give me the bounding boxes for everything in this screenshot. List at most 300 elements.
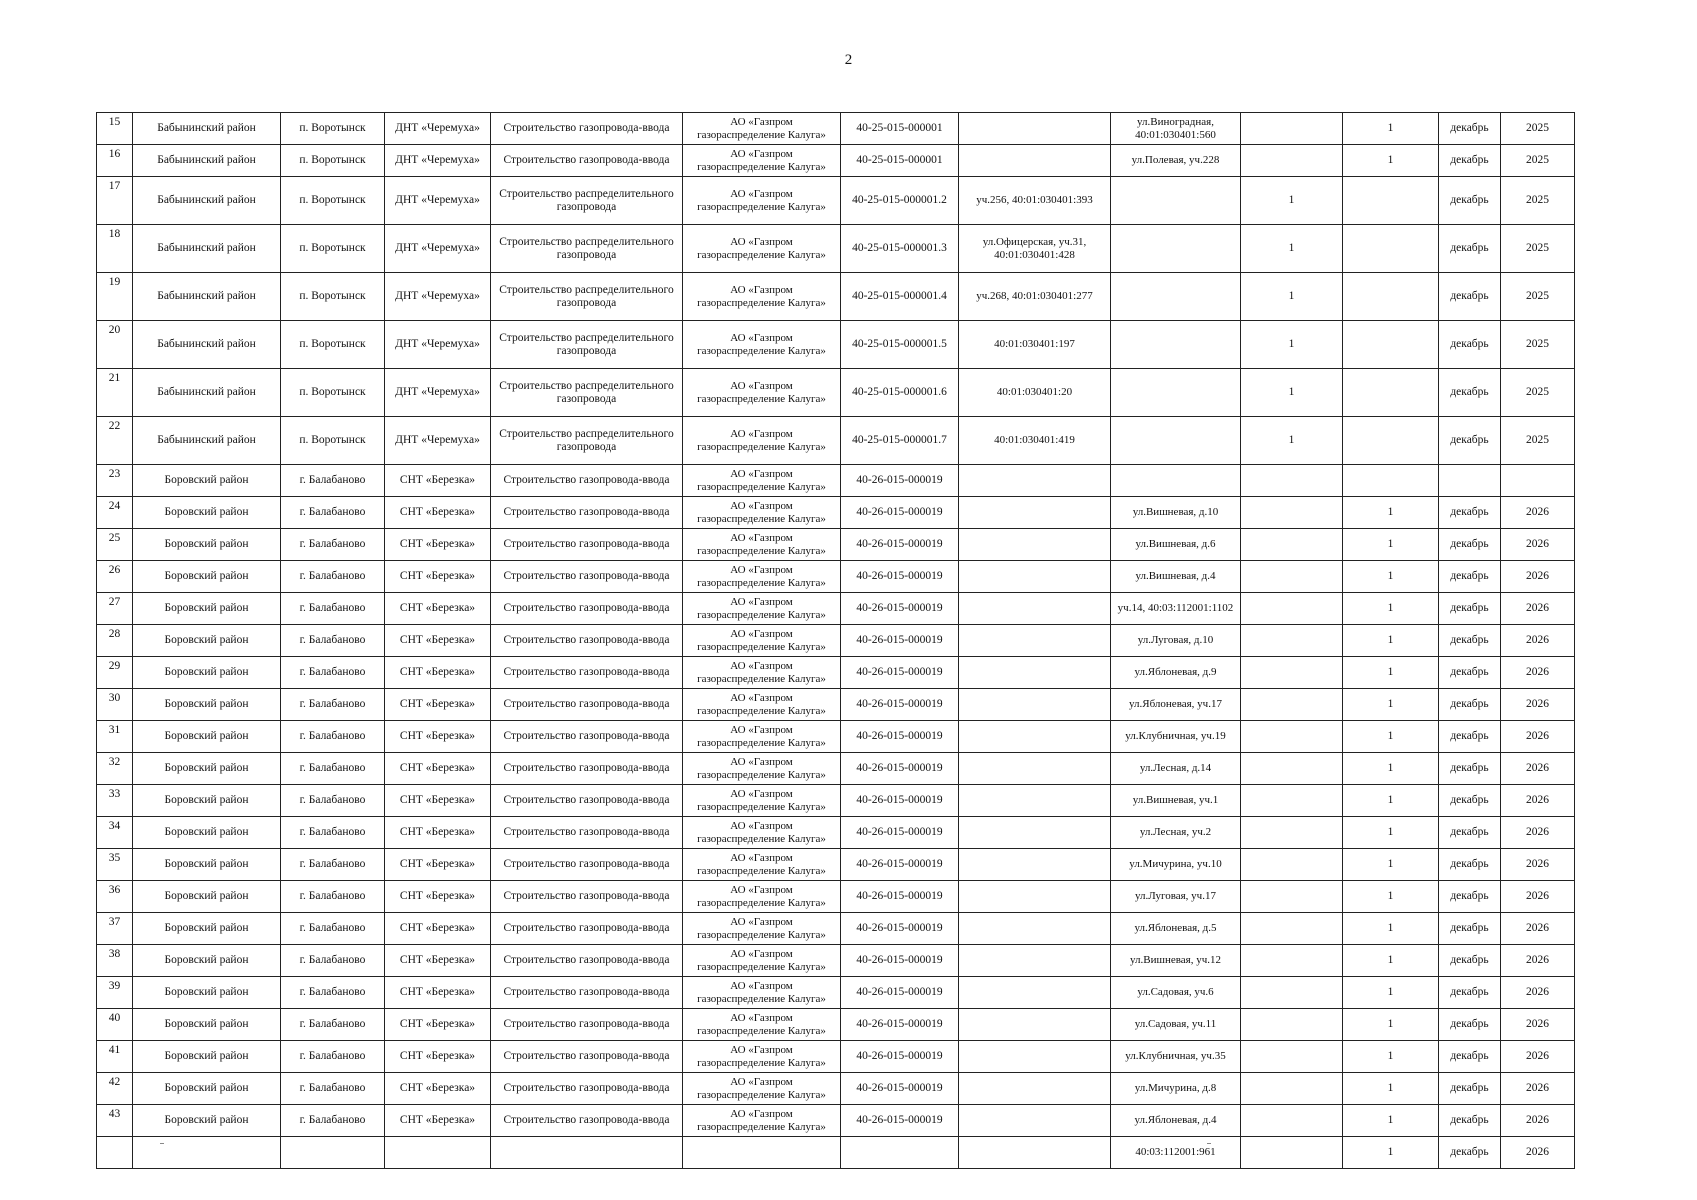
work-type-cell: Строительство газопровода-ввода — [491, 145, 683, 177]
settlement-cell: г. Балабаново — [281, 913, 385, 945]
object-code-cell: 40-25-015-000001.5 — [841, 321, 959, 369]
address-cell — [1111, 465, 1241, 497]
district-cell: Боровский район — [133, 465, 281, 497]
partnership-cell: СНТ «Березка» — [385, 529, 491, 561]
settlement-cell: г. Балабаново — [281, 785, 385, 817]
address-cell — [1111, 369, 1241, 417]
address-cell: ул.Садовая, уч.6 — [1111, 977, 1241, 1009]
partnership-cell: СНТ «Березка» — [385, 753, 491, 785]
settlement-cell: г. Балабаново — [281, 945, 385, 977]
table-row — [97, 913, 1575, 945]
district-cell: Боровский район — [133, 785, 281, 817]
table-row — [97, 881, 1575, 913]
month-cell: декабрь — [1439, 417, 1501, 465]
cadastral-cell — [959, 593, 1111, 625]
object-code-cell: 40-26-015-000019 — [841, 977, 959, 1009]
work-type-cell: Строительство газопровода-ввода — [491, 593, 683, 625]
row-number: 28 — [97, 625, 133, 657]
row-number: 29 — [97, 657, 133, 689]
table-row — [97, 1073, 1575, 1105]
table-row — [97, 817, 1575, 849]
organization-cell: АО «Газпром газораспределение Калуга» — [683, 625, 841, 657]
count-a-cell — [1241, 465, 1343, 497]
district-cell — [133, 1137, 281, 1169]
work-type-cell — [491, 1137, 683, 1169]
partnership-cell: СНТ «Березка» — [385, 689, 491, 721]
count-a-cell — [1241, 561, 1343, 593]
row-number: 27 — [97, 593, 133, 625]
count-a-cell — [1241, 625, 1343, 657]
count-a-cell — [1241, 977, 1343, 1009]
count-b-cell: 1 — [1343, 657, 1439, 689]
count-a-cell — [1241, 1041, 1343, 1073]
count-b-cell: 1 — [1343, 881, 1439, 913]
settlement-cell: г. Балабаново — [281, 1073, 385, 1105]
row-number: 37 — [97, 913, 133, 945]
address-cell: уч.14, 40:03:112001:1102 — [1111, 593, 1241, 625]
settlement-cell: г. Балабаново — [281, 689, 385, 721]
organization-cell: АО «Газпром газораспределение Калуга» — [683, 689, 841, 721]
row-number: 42 — [97, 1073, 133, 1105]
count-a-cell — [1241, 753, 1343, 785]
object-code-cell: 40-26-015-000019 — [841, 561, 959, 593]
partnership-cell: СНТ «Березка» — [385, 881, 491, 913]
work-type-cell: Строительство газопровода-ввода — [491, 849, 683, 881]
partnership-cell: ДНТ «Черемуха» — [385, 417, 491, 465]
address-cell: ул.Мичурина, д.8 — [1111, 1073, 1241, 1105]
settlement-cell: г. Балабаново — [281, 625, 385, 657]
year-cell: 2026 — [1501, 881, 1575, 913]
partnership-cell: СНТ «Березка» — [385, 721, 491, 753]
count-a-cell — [1241, 113, 1343, 145]
month-cell: декабрь — [1439, 657, 1501, 689]
month-cell: декабрь — [1439, 849, 1501, 881]
count-b-cell: 1 — [1343, 113, 1439, 145]
scan-mark-left — [160, 1143, 164, 1144]
cadastral-cell — [959, 529, 1111, 561]
partnership-cell: СНТ «Березка» — [385, 849, 491, 881]
work-type-cell: Строительство газопровода-ввода — [491, 913, 683, 945]
object-code-cell: 40-26-015-000019 — [841, 497, 959, 529]
settlement-cell: г. Балабаново — [281, 529, 385, 561]
object-code-cell: 40-26-015-000019 — [841, 913, 959, 945]
object-code-cell: 40-26-015-000019 — [841, 593, 959, 625]
month-cell: декабрь — [1439, 145, 1501, 177]
table-row — [97, 1041, 1575, 1073]
row-number: 21 — [97, 369, 133, 417]
count-a-cell: 1 — [1241, 273, 1343, 321]
settlement-cell: г. Балабаново — [281, 657, 385, 689]
year-cell: 2026 — [1501, 849, 1575, 881]
count-b-cell: 1 — [1343, 1105, 1439, 1137]
partnership-cell: СНТ «Березка» — [385, 945, 491, 977]
count-a-cell: 1 — [1241, 321, 1343, 369]
year-cell: 2026 — [1501, 1041, 1575, 1073]
count-b-cell: 1 — [1343, 1137, 1439, 1169]
month-cell: декабрь — [1439, 817, 1501, 849]
table-row — [97, 177, 1575, 225]
address-cell: 40:03:112001:961 — [1111, 1137, 1241, 1169]
cadastral-cell — [959, 1137, 1111, 1169]
month-cell: декабрь — [1439, 753, 1501, 785]
row-number: 23 — [97, 465, 133, 497]
cadastral-cell — [959, 721, 1111, 753]
table-row — [97, 225, 1575, 273]
object-code-cell: 40-26-015-000019 — [841, 849, 959, 881]
work-type-cell: Строительство газопровода-ввода — [491, 1009, 683, 1041]
partnership-cell: ДНТ «Черемуха» — [385, 177, 491, 225]
month-cell: декабрь — [1439, 529, 1501, 561]
district-cell: Боровский район — [133, 817, 281, 849]
object-code-cell: 40-26-015-000019 — [841, 465, 959, 497]
address-cell: ул.Вишневая, уч.1 — [1111, 785, 1241, 817]
count-a-cell: 1 — [1241, 225, 1343, 273]
year-cell: 2026 — [1501, 753, 1575, 785]
district-cell: Бабынинский район — [133, 321, 281, 369]
work-type-cell: Строительство газопровода-ввода — [491, 817, 683, 849]
district-cell: Бабынинский район — [133, 145, 281, 177]
count-b-cell — [1343, 465, 1439, 497]
year-cell: 2026 — [1501, 785, 1575, 817]
organization-cell: АО «Газпром газораспределение Калуга» — [683, 145, 841, 177]
address-cell: ул.Яблоневая, д.9 — [1111, 657, 1241, 689]
month-cell: декабрь — [1439, 177, 1501, 225]
count-a-cell — [1241, 945, 1343, 977]
object-code-cell: 40-25-015-000001.3 — [841, 225, 959, 273]
table-row — [97, 417, 1575, 465]
address-cell: ул.Садовая, уч.11 — [1111, 1009, 1241, 1041]
month-cell: декабрь — [1439, 593, 1501, 625]
cadastral-cell: ул.Офицерская, уч.31, 40:01:030401:428 — [959, 225, 1111, 273]
organization-cell: АО «Газпром газораспределение Калуга» — [683, 753, 841, 785]
table-row — [97, 625, 1575, 657]
object-code-cell: 40-25-015-000001.4 — [841, 273, 959, 321]
year-cell: 2025 — [1501, 113, 1575, 145]
district-cell: Боровский район — [133, 1073, 281, 1105]
row-number: 40 — [97, 1009, 133, 1041]
count-b-cell: 1 — [1343, 849, 1439, 881]
year-cell: 2026 — [1501, 625, 1575, 657]
cadastral-cell — [959, 1009, 1111, 1041]
month-cell: декабрь — [1439, 1009, 1501, 1041]
settlement-cell: г. Балабаново — [281, 1041, 385, 1073]
cadastral-cell — [959, 1073, 1111, 1105]
work-type-cell: Строительство газопровода-ввода — [491, 529, 683, 561]
table-row — [97, 465, 1575, 497]
table-row — [97, 273, 1575, 321]
cadastral-cell — [959, 1041, 1111, 1073]
row-number: 43 — [97, 1105, 133, 1137]
count-b-cell: 1 — [1343, 1073, 1439, 1105]
address-cell: ул.Клубничная, уч.19 — [1111, 721, 1241, 753]
address-cell: ул.Яблоневая, д.5 — [1111, 913, 1241, 945]
count-a-cell — [1241, 1137, 1343, 1169]
year-cell: 2025 — [1501, 273, 1575, 321]
settlement-cell: г. Балабаново — [281, 465, 385, 497]
organization-cell: АО «Газпром газораспределение Калуга» — [683, 369, 841, 417]
count-a-cell — [1241, 593, 1343, 625]
address-cell: ул.Вишневая, д.10 — [1111, 497, 1241, 529]
cadastral-cell: уч.256, 40:01:030401:393 — [959, 177, 1111, 225]
year-cell: 2026 — [1501, 817, 1575, 849]
organization-cell: АО «Газпром газораспределение Калуга» — [683, 561, 841, 593]
count-a-cell: 1 — [1241, 417, 1343, 465]
partnership-cell: ДНТ «Черемуха» — [385, 225, 491, 273]
count-a-cell — [1241, 721, 1343, 753]
table-row — [97, 321, 1575, 369]
work-type-cell: Строительство газопровода-ввода — [491, 561, 683, 593]
table-row — [97, 657, 1575, 689]
month-cell: декабрь — [1439, 721, 1501, 753]
count-b-cell — [1343, 177, 1439, 225]
address-cell: ул.Яблоневая, уч.17 — [1111, 689, 1241, 721]
row-number: 20 — [97, 321, 133, 369]
work-type-cell: Строительство газопровода-ввода — [491, 113, 683, 145]
district-cell: Боровский район — [133, 1009, 281, 1041]
address-cell — [1111, 273, 1241, 321]
count-b-cell: 1 — [1343, 945, 1439, 977]
cadastral-cell — [959, 1105, 1111, 1137]
partnership-cell: СНТ «Березка» — [385, 465, 491, 497]
partnership-cell: СНТ «Березка» — [385, 1041, 491, 1073]
table-row — [97, 849, 1575, 881]
row-number: 34 — [97, 817, 133, 849]
year-cell: 2026 — [1501, 1137, 1575, 1169]
count-a-cell — [1241, 849, 1343, 881]
district-cell: Бабынинский район — [133, 273, 281, 321]
table-row — [97, 785, 1575, 817]
district-cell: Бабынинский район — [133, 177, 281, 225]
address-cell — [1111, 321, 1241, 369]
count-b-cell — [1343, 273, 1439, 321]
organization-cell: АО «Газпром газораспределение Калуга» — [683, 881, 841, 913]
count-b-cell: 1 — [1343, 145, 1439, 177]
count-b-cell: 1 — [1343, 561, 1439, 593]
work-type-cell: Строительство газопровода-ввода — [491, 753, 683, 785]
row-number: 24 — [97, 497, 133, 529]
organization-cell: АО «Газпром газораспределение Калуга» — [683, 977, 841, 1009]
row-number: 15 — [97, 113, 133, 145]
count-a-cell — [1241, 881, 1343, 913]
year-cell: 2026 — [1501, 913, 1575, 945]
settlement-cell: г. Балабаново — [281, 881, 385, 913]
organization-cell: АО «Газпром газораспределение Калуга» — [683, 417, 841, 465]
table-row — [97, 529, 1575, 561]
month-cell: декабрь — [1439, 273, 1501, 321]
month-cell: декабрь — [1439, 497, 1501, 529]
district-cell: Боровский район — [133, 529, 281, 561]
cadastral-cell: 40:01:030401:419 — [959, 417, 1111, 465]
object-code-cell: 40-25-015-000001 — [841, 145, 959, 177]
count-b-cell: 1 — [1343, 817, 1439, 849]
object-code-cell: 40-26-015-000019 — [841, 657, 959, 689]
month-cell: декабрь — [1439, 225, 1501, 273]
table-row — [97, 1105, 1575, 1137]
row-number: 38 — [97, 945, 133, 977]
cadastral-cell: 40:01:030401:20 — [959, 369, 1111, 417]
count-b-cell: 1 — [1343, 913, 1439, 945]
organization-cell: АО «Газпром газораспределение Калуга» — [683, 321, 841, 369]
settlement-cell: п. Воротынск — [281, 321, 385, 369]
district-cell: Бабынинский район — [133, 113, 281, 145]
address-cell: ул.Вишневая, уч.12 — [1111, 945, 1241, 977]
cadastral-cell — [959, 849, 1111, 881]
organization-cell: АО «Газпром газораспределение Калуга» — [683, 817, 841, 849]
work-type-cell: Строительство распределительного газопровода — [491, 321, 683, 369]
settlement-cell: г. Балабаново — [281, 721, 385, 753]
month-cell: декабрь — [1439, 1105, 1501, 1137]
row-number: 16 — [97, 145, 133, 177]
month-cell: декабрь — [1439, 785, 1501, 817]
month-cell: декабрь — [1439, 689, 1501, 721]
cadastral-cell — [959, 913, 1111, 945]
partnership-cell: ДНТ «Черемуха» — [385, 145, 491, 177]
month-cell: декабрь — [1439, 881, 1501, 913]
work-type-cell: Строительство распределительного газопровода — [491, 417, 683, 465]
address-cell: ул.Клубничная, уч.35 — [1111, 1041, 1241, 1073]
partnership-cell: СНТ «Березка» — [385, 1073, 491, 1105]
district-cell: Бабынинский район — [133, 417, 281, 465]
address-cell — [1111, 417, 1241, 465]
count-b-cell: 1 — [1343, 1009, 1439, 1041]
row-number — [97, 1137, 133, 1169]
organization-cell: АО «Газпром газораспределение Калуга» — [683, 785, 841, 817]
address-cell: ул.Вишневая, д.6 — [1111, 529, 1241, 561]
object-code-cell: 40-26-015-000019 — [841, 881, 959, 913]
organization-cell: АО «Газпром газораспределение Калуга» — [683, 721, 841, 753]
organization-cell: АО «Газпром газораспределение Калуга» — [683, 273, 841, 321]
work-type-cell: Строительство газопровода-ввода — [491, 497, 683, 529]
table-row — [97, 977, 1575, 1009]
address-cell: ул.Луговая, уч.17 — [1111, 881, 1241, 913]
work-type-cell: Строительство газопровода-ввода — [491, 1041, 683, 1073]
address-cell — [1111, 225, 1241, 273]
organization-cell: АО «Газпром газораспределение Калуга» — [683, 529, 841, 561]
count-b-cell — [1343, 225, 1439, 273]
table-row — [97, 945, 1575, 977]
month-cell: декабрь — [1439, 945, 1501, 977]
partnership-cell: СНТ «Березка» — [385, 977, 491, 1009]
cadastral-cell — [959, 689, 1111, 721]
district-cell: Боровский район — [133, 721, 281, 753]
organization-cell: АО «Газпром газораспределение Калуга» — [683, 1009, 841, 1041]
year-cell: 2026 — [1501, 561, 1575, 593]
partnership-cell: СНТ «Березка» — [385, 497, 491, 529]
cadastral-cell — [959, 881, 1111, 913]
year-cell: 2026 — [1501, 1009, 1575, 1041]
month-cell: декабрь — [1439, 913, 1501, 945]
settlement-cell: г. Балабаново — [281, 497, 385, 529]
count-b-cell: 1 — [1343, 721, 1439, 753]
district-cell: Бабынинский район — [133, 369, 281, 417]
partnership-cell: ДНТ «Черемуха» — [385, 273, 491, 321]
partnership-cell: СНТ «Березка» — [385, 657, 491, 689]
address-cell: ул.Лесная, д.14 — [1111, 753, 1241, 785]
district-cell: Боровский район — [133, 657, 281, 689]
count-b-cell: 1 — [1343, 593, 1439, 625]
organization-cell — [683, 1137, 841, 1169]
partnership-cell: ДНТ «Черемуха» — [385, 369, 491, 417]
district-cell: Боровский район — [133, 689, 281, 721]
partnership-cell: СНТ «Березка» — [385, 1105, 491, 1137]
address-cell — [1111, 177, 1241, 225]
year-cell: 2025 — [1501, 369, 1575, 417]
address-cell: ул.Яблоневая, д.4 — [1111, 1105, 1241, 1137]
partnership-cell — [385, 1137, 491, 1169]
cadastral-cell — [959, 497, 1111, 529]
object-code-cell: 40-26-015-000019 — [841, 689, 959, 721]
table-row — [97, 1137, 1575, 1169]
cadastral-cell — [959, 753, 1111, 785]
table-row — [97, 1009, 1575, 1041]
work-type-cell: Строительство газопровода-ввода — [491, 625, 683, 657]
table-row — [97, 721, 1575, 753]
settlement-cell — [281, 1137, 385, 1169]
count-a-cell — [1241, 497, 1343, 529]
count-b-cell: 1 — [1343, 625, 1439, 657]
object-code-cell: 40-26-015-000019 — [841, 1105, 959, 1137]
object-code-cell: 40-25-015-000001 — [841, 113, 959, 145]
year-cell: 2025 — [1501, 177, 1575, 225]
district-cell: Боровский район — [133, 753, 281, 785]
object-code-cell: 40-26-015-000019 — [841, 1009, 959, 1041]
month-cell — [1439, 465, 1501, 497]
organization-cell: АО «Газпром газораспределение Калуга» — [683, 913, 841, 945]
district-cell: Боровский район — [133, 881, 281, 913]
district-cell: Боровский район — [133, 593, 281, 625]
row-number: 33 — [97, 785, 133, 817]
count-b-cell: 1 — [1343, 497, 1439, 529]
count-b-cell — [1343, 369, 1439, 417]
row-number: 30 — [97, 689, 133, 721]
partnership-cell: СНТ «Березка» — [385, 625, 491, 657]
work-type-cell: Строительство газопровода-ввода — [491, 721, 683, 753]
cadastral-cell — [959, 785, 1111, 817]
year-cell: 2026 — [1501, 593, 1575, 625]
year-cell: 2025 — [1501, 145, 1575, 177]
table-row — [97, 145, 1575, 177]
row-number: 19 — [97, 273, 133, 321]
district-cell: Боровский район — [133, 497, 281, 529]
month-cell: декабрь — [1439, 1073, 1501, 1105]
year-cell: 2026 — [1501, 1073, 1575, 1105]
table-row — [97, 561, 1575, 593]
partnership-cell: СНТ «Березка» — [385, 913, 491, 945]
count-a-cell — [1241, 913, 1343, 945]
row-number: 35 — [97, 849, 133, 881]
row-number: 22 — [97, 417, 133, 465]
count-b-cell: 1 — [1343, 753, 1439, 785]
partnership-cell: ДНТ «Черемуха» — [385, 321, 491, 369]
work-type-cell: Строительство распределительного газопровода — [491, 369, 683, 417]
month-cell: декабрь — [1439, 1041, 1501, 1073]
count-b-cell: 1 — [1343, 529, 1439, 561]
object-code-cell: 40-26-015-000019 — [841, 721, 959, 753]
work-type-cell: Строительство газопровода-ввода — [491, 945, 683, 977]
count-b-cell: 1 — [1343, 1041, 1439, 1073]
cadastral-cell — [959, 945, 1111, 977]
object-code-cell: 40-26-015-000019 — [841, 625, 959, 657]
row-number: 41 — [97, 1041, 133, 1073]
table-row — [97, 689, 1575, 721]
object-code-cell: 40-26-015-000019 — [841, 785, 959, 817]
count-a-cell — [1241, 529, 1343, 561]
organization-cell: АО «Газпром газораспределение Калуга» — [683, 497, 841, 529]
work-type-cell: Строительство газопровода-ввода — [491, 689, 683, 721]
partnership-cell: СНТ «Березка» — [385, 785, 491, 817]
month-cell: декабрь — [1439, 369, 1501, 417]
row-number: 39 — [97, 977, 133, 1009]
